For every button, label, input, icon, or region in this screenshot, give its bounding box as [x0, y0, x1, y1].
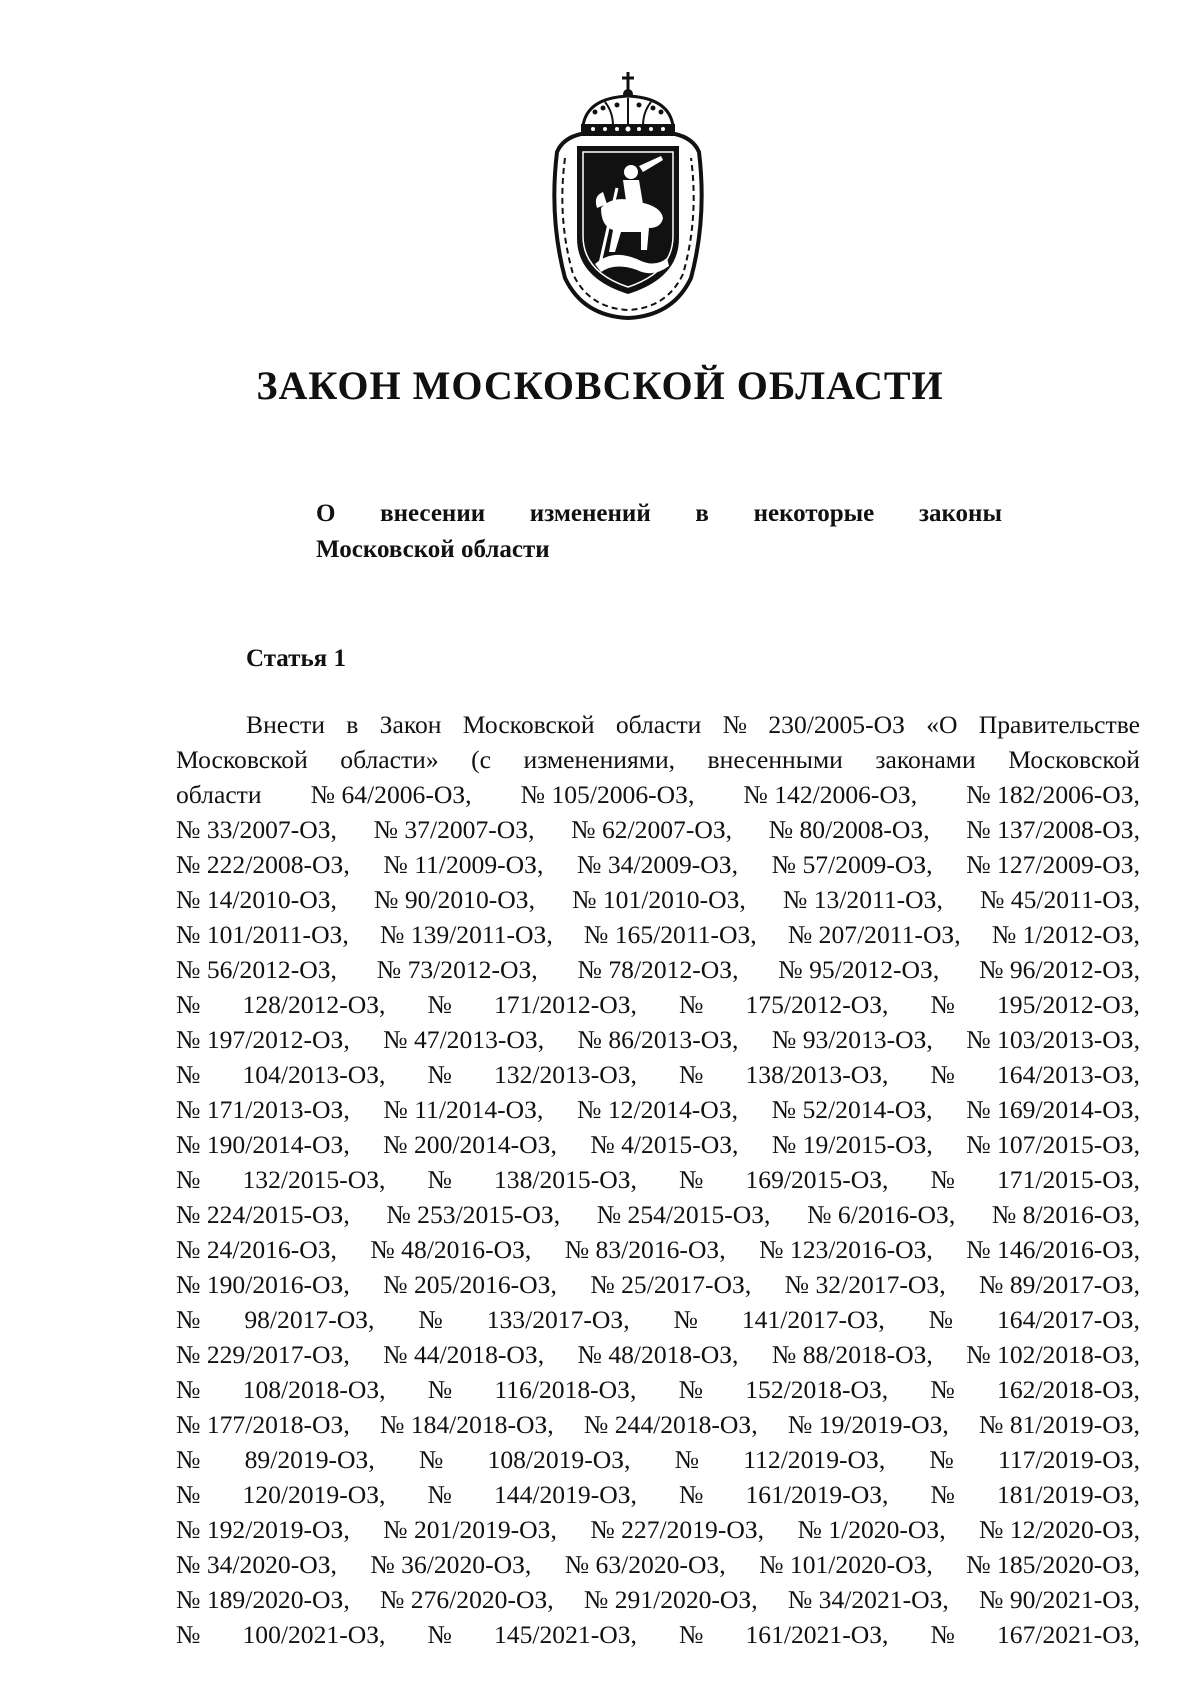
text-token: 144/2019-ОЗ, — [494, 1480, 637, 1509]
text-token: 167/2021-ОЗ, — [997, 1620, 1140, 1649]
text-line — [176, 847, 1140, 882]
text-token: 152/2018-ОЗ, — [745, 1375, 889, 1404]
text-token: 100/2021-ОЗ, — [242, 1620, 386, 1649]
subtitle-line-1 — [316, 496, 1002, 532]
text-token: 133/2017-ОЗ, — [486, 1305, 630, 1334]
text-token: № — [176, 1480, 201, 1509]
text-token: № — [427, 1165, 452, 1194]
text-token: № 25/2017-ОЗ, — [590, 1270, 752, 1299]
text-line — [176, 742, 1140, 777]
text-token: № 8/2016-ОЗ, — [991, 1200, 1140, 1229]
text-token: № 229/2017-ОЗ, — [176, 1340, 350, 1369]
subtitle-word: законы — [918, 500, 1002, 527]
text-line — [176, 952, 1140, 987]
text-token: 112/2019-ОЗ, — [743, 1445, 886, 1474]
subtitle-word: некоторые — [753, 500, 875, 527]
subtitle-word: изменений — [529, 500, 651, 527]
text-token: № 201/2019-ОЗ, — [383, 1515, 557, 1544]
text-token: Московской — [462, 710, 595, 739]
text-token: № 276/2020-ОЗ, — [379, 1585, 554, 1614]
text-token: № — [930, 1165, 955, 1194]
text-token: № 80/2008-ОЗ, — [768, 815, 930, 844]
text-token: Закон — [379, 710, 442, 739]
text-line — [176, 1407, 1140, 1442]
text-token: № — [176, 1060, 201, 1089]
text-token: № 52/2014-ОЗ, — [771, 1095, 933, 1124]
text-token: № — [930, 1060, 955, 1089]
text-token: № — [427, 1375, 453, 1404]
text-token: № 123/2016-ОЗ, — [759, 1235, 933, 1264]
text-token: № 207/2011-ОЗ, — [787, 920, 961, 949]
text-line — [176, 1232, 1140, 1267]
text-token: № — [673, 1305, 698, 1334]
text-token: 145/2021-ОЗ, — [494, 1620, 637, 1649]
text-token: № — [176, 1620, 201, 1649]
text-token: 116/2018-ОЗ, — [494, 1375, 637, 1404]
text-token: № 34/2020-ОЗ, — [176, 1550, 337, 1579]
text-token: № 45/2011-ОЗ, — [979, 885, 1140, 914]
text-token: 104/2013-ОЗ, — [242, 1060, 386, 1089]
text-line — [176, 1057, 1140, 1092]
text-token: № 90/2010-ОЗ, — [374, 885, 535, 914]
text-token: № 291/2020-ОЗ, — [583, 1585, 758, 1614]
text-token: № 222/2008-ОЗ, — [176, 850, 350, 879]
text-token: 128/2012-ОЗ, — [242, 990, 386, 1019]
text-token: 141/2017-ОЗ, — [741, 1305, 885, 1334]
text-token: № 37/2007-ОЗ, — [373, 815, 535, 844]
text-token: № 1/2020-ОЗ, — [797, 1515, 946, 1544]
text-token: № 57/2009-ОЗ, — [771, 850, 933, 879]
text-token: № 169/2014-ОЗ, — [966, 1095, 1140, 1124]
text-token: области — [176, 780, 262, 809]
text-token: № — [930, 1620, 955, 1649]
text-token: № 36/2020-ОЗ, — [370, 1550, 532, 1579]
text-token: 164/2013-ОЗ, — [997, 1060, 1140, 1089]
text-line — [176, 987, 1140, 1022]
text-token: № — [418, 1445, 444, 1474]
text-token: № 34/2021-ОЗ, — [787, 1585, 949, 1614]
text-token: 181/2019-ОЗ, — [997, 1480, 1140, 1509]
text-token: № 190/2014-ОЗ, — [176, 1130, 350, 1159]
text-token: 171/2012-ОЗ, — [494, 990, 637, 1019]
text-line — [176, 1512, 1140, 1547]
text-token: № 101/2020-ОЗ, — [759, 1550, 933, 1579]
text-line — [176, 882, 1140, 917]
text-token: 162/2018-ОЗ, — [997, 1375, 1140, 1404]
text-token: 230/2005-ОЗ — [768, 710, 905, 739]
text-line — [176, 1162, 1140, 1197]
text-token: 138/2013-ОЗ, — [745, 1060, 889, 1089]
text-token: 108/2018-ОЗ, — [242, 1375, 386, 1404]
subtitle-line-2: Московской области — [316, 536, 550, 563]
text-token: № 224/2015-ОЗ, — [176, 1200, 350, 1229]
text-token: № 48/2016-ОЗ, — [370, 1235, 532, 1264]
text-token: № 11/2009-ОЗ, — [383, 850, 544, 879]
text-token: № 62/2007-ОЗ, — [571, 815, 733, 844]
coat-of-arms-icon — [543, 68, 713, 320]
text-token: 120/2019-ОЗ, — [242, 1480, 386, 1509]
text-token: № 88/2018-ОЗ, — [771, 1340, 933, 1369]
text-line — [176, 1582, 1140, 1617]
text-token: № 165/2011-ОЗ, — [583, 920, 757, 949]
text-token: № 101/2010-ОЗ, — [572, 885, 746, 914]
text-token: № 96/2012-ОЗ, — [979, 955, 1140, 984]
text-token: № — [674, 1445, 700, 1474]
text-line — [176, 917, 1140, 952]
text-token: № 103/2013-ОЗ, — [966, 1025, 1140, 1054]
text-token: № 89/2017-ОЗ, — [979, 1270, 1140, 1299]
document-subtitle — [316, 496, 1002, 568]
text-token: № 184/2018-ОЗ, — [379, 1410, 554, 1439]
text-token: 117/2019-ОЗ, — [998, 1445, 1140, 1474]
text-token: № 227/2019-ОЗ, — [590, 1515, 765, 1544]
text-token: 171/2015-ОЗ, — [997, 1165, 1140, 1194]
text-token: № 83/2016-ОЗ, — [564, 1235, 726, 1264]
text-token: № — [679, 1620, 704, 1649]
text-token: № 90/2021-ОЗ, — [979, 1585, 1140, 1614]
text-token: 98/2017-ОЗ, — [244, 1305, 375, 1334]
text-token: № — [176, 1375, 201, 1404]
text-token: 108/2019-ОЗ, — [487, 1445, 631, 1474]
text-line — [176, 1547, 1140, 1582]
text-line — [176, 1127, 1140, 1162]
text-token: № 11/2014-ОЗ, — [383, 1095, 544, 1124]
text-token: № 107/2015-ОЗ, — [966, 1130, 1140, 1159]
text-token: № 200/2014-ОЗ, — [383, 1130, 557, 1159]
text-token: № — [722, 710, 748, 739]
text-token: № — [176, 1445, 201, 1474]
text-token: № 47/2013-ОЗ, — [383, 1025, 545, 1054]
subtitle-word: О — [316, 500, 336, 527]
text-line — [176, 1477, 1140, 1512]
text-line — [176, 812, 1140, 847]
text-token: № 44/2018-ОЗ, — [383, 1340, 545, 1369]
text-token: № 177/2018-ОЗ, — [176, 1410, 350, 1439]
text-token: № 78/2012-ОЗ, — [577, 955, 739, 984]
text-token: № — [176, 1305, 201, 1334]
text-token: Правительстве — [978, 710, 1140, 739]
text-token: № — [176, 1165, 201, 1194]
text-line — [176, 707, 1140, 742]
text-token: области — [615, 710, 702, 739]
text-line — [176, 1372, 1140, 1407]
text-token: № 48/2018-ОЗ, — [577, 1340, 739, 1369]
text-token: № 19/2019-ОЗ, — [787, 1410, 949, 1439]
text-token: 195/2012-ОЗ, — [997, 990, 1140, 1019]
document-title: ЗАКОН МОСКОВСКОЙ ОБЛАСТИ — [256, 363, 944, 408]
text-token: № 105/2006-ОЗ, — [520, 780, 695, 809]
text-token: № — [678, 1375, 704, 1404]
text-token: № — [679, 1060, 704, 1089]
text-token: № — [930, 1375, 955, 1404]
text-token: № 185/2020-ОЗ, — [966, 1550, 1140, 1579]
text-token: № 93/2013-ОЗ, — [771, 1025, 933, 1054]
text-line — [176, 1617, 1140, 1652]
text-token: № 56/2012-ОЗ, — [176, 955, 337, 984]
text-token: № 81/2019-ОЗ, — [979, 1410, 1140, 1439]
text-token: № 101/2011-ОЗ, — [176, 920, 349, 949]
text-token: № 95/2012-ОЗ, — [778, 955, 940, 984]
text-token: № — [418, 1305, 443, 1334]
subtitle-word: в — [695, 500, 709, 527]
text-token: № 12/2020-ОЗ, — [979, 1515, 1140, 1544]
text-token: № 127/2009-ОЗ, — [966, 850, 1140, 879]
text-token: 161/2021-ОЗ, — [745, 1620, 889, 1649]
text-token: 132/2015-ОЗ, — [242, 1165, 386, 1194]
text-token: № — [930, 990, 955, 1019]
text-token: № 4/2015-ОЗ, — [590, 1130, 739, 1159]
text-token: № 34/2009-ОЗ, — [577, 850, 738, 879]
subtitle-word: внесении — [380, 500, 486, 527]
text-token: № 12/2014-ОЗ, — [577, 1095, 738, 1124]
text-line — [176, 1197, 1140, 1232]
text-token: (с — [471, 745, 492, 774]
text-token: № 6/2016-ОЗ, — [807, 1200, 956, 1229]
text-token: № 13/2011-ОЗ, — [782, 885, 943, 914]
text-token: № 142/2006-ОЗ, — [743, 780, 918, 809]
text-token: № — [427, 1620, 452, 1649]
text-token: Московской — [176, 745, 308, 774]
text-token: № 197/2012-ОЗ, — [176, 1025, 350, 1054]
text-token: № 24/2016-ОЗ, — [176, 1235, 337, 1264]
text-token: № 171/2013-ОЗ, — [176, 1095, 350, 1124]
text-token: № 14/2010-ОЗ, — [176, 885, 337, 914]
text-token: 89/2019-ОЗ, — [244, 1445, 375, 1474]
text-line — [176, 777, 1140, 812]
text-line — [176, 1267, 1140, 1302]
text-token: № — [928, 1305, 954, 1334]
text-line — [176, 1337, 1140, 1372]
text-token: № 63/2020-ОЗ, — [564, 1550, 726, 1579]
text-token: № — [679, 1165, 704, 1194]
text-line — [176, 1022, 1140, 1057]
text-token: № 32/2017-ОЗ, — [784, 1270, 946, 1299]
text-token: области» — [340, 745, 439, 774]
text-token: № — [427, 990, 452, 1019]
text-token: № 205/2016-ОЗ, — [383, 1270, 557, 1299]
text-token: № 192/2019-ОЗ, — [176, 1515, 350, 1544]
text-token: № — [176, 990, 201, 1019]
text-line — [176, 1092, 1140, 1127]
text-token: № 146/2016-ОЗ, — [966, 1235, 1140, 1264]
article-body — [176, 707, 1140, 1652]
text-token: № 64/2006-ОЗ, — [310, 780, 472, 809]
text-token: № — [929, 1445, 954, 1474]
text-token: изменениями, — [523, 745, 676, 774]
text-token: 138/2015-ОЗ, — [494, 1165, 637, 1194]
text-token: № 73/2012-ОЗ, — [376, 955, 538, 984]
text-token: 161/2019-ОЗ, — [745, 1480, 889, 1509]
text-token: № 139/2011-ОЗ, — [379, 920, 553, 949]
text-token: № 33/2007-ОЗ, — [176, 815, 337, 844]
text-token: 169/2015-ОЗ, — [745, 1165, 889, 1194]
text-line — [176, 1302, 1140, 1337]
article-heading: Статья 1 — [246, 645, 346, 672]
text-token: № 182/2006-ОЗ, — [966, 780, 1140, 809]
text-token: внесенными — [707, 745, 843, 774]
text-token: № 19/2015-ОЗ, — [771, 1130, 933, 1159]
text-token: 164/2017-ОЗ, — [997, 1305, 1140, 1334]
text-token: законами — [875, 745, 976, 774]
text-token: Внести — [246, 710, 326, 739]
text-token: № — [679, 990, 704, 1019]
text-line — [176, 1442, 1140, 1477]
text-token: № 244/2018-ОЗ, — [583, 1410, 758, 1439]
text-token: № 189/2020-ОЗ, — [176, 1585, 350, 1614]
text-token: № — [427, 1480, 452, 1509]
text-token: № 102/2018-ОЗ, — [966, 1340, 1140, 1369]
text-token: № — [427, 1060, 452, 1089]
text-token: Московской — [1008, 745, 1140, 774]
text-token: № — [930, 1480, 955, 1509]
text-token: № 86/2013-ОЗ, — [577, 1025, 739, 1054]
text-token: «О — [926, 710, 958, 739]
text-token: № 253/2015-ОЗ, — [386, 1200, 561, 1229]
text-token: 132/2013-ОЗ, — [494, 1060, 637, 1089]
text-token: № 190/2016-ОЗ, — [176, 1270, 350, 1299]
text-token: № 254/2015-ОЗ, — [596, 1200, 771, 1229]
text-token: 175/2012-ОЗ, — [745, 990, 889, 1019]
text-token: в — [346, 710, 359, 739]
text-token: № — [679, 1480, 704, 1509]
text-token: № 137/2008-ОЗ, — [966, 815, 1140, 844]
text-token: № 1/2012-ОЗ, — [991, 920, 1140, 949]
